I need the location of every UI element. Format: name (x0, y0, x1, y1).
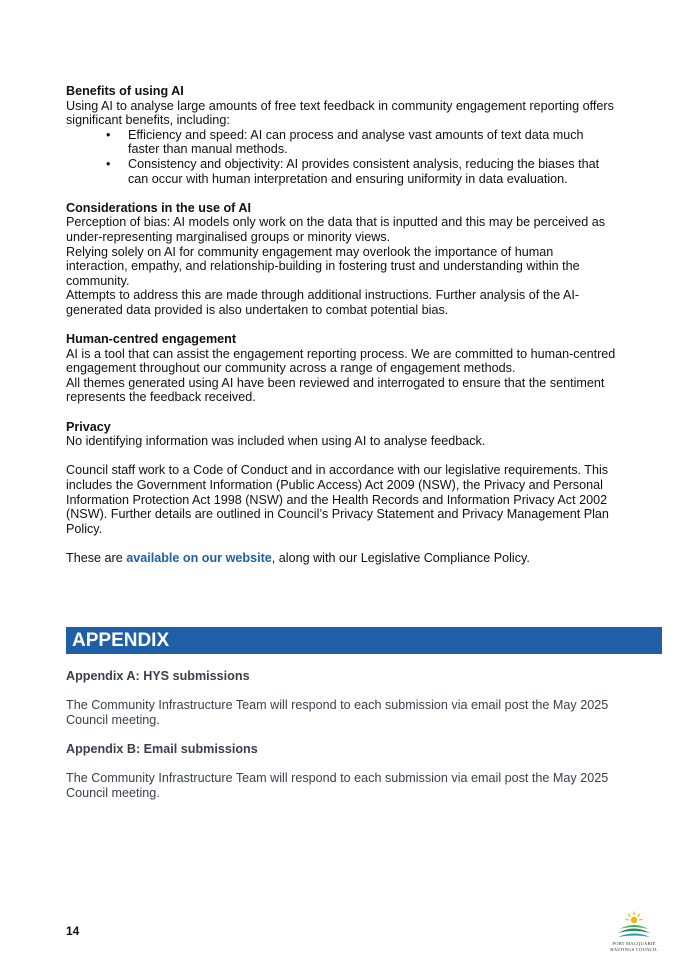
appendix-b-heading: Appendix B: Email submissions (66, 742, 258, 756)
appendix-b-line-1: The Community Infrastructure Team will respond to each submission via email post the May 2025 (66, 771, 609, 785)
logo-text-line-2: HASTINGS COUNCIL (610, 947, 658, 952)
appendix-banner: APPENDIX (66, 627, 662, 654)
considerations-heading: Considerations in the use of AI (66, 200, 251, 215)
human-centred-line: engagement throughout our community across a range of engagement methods. (66, 361, 516, 376)
bullet-glyph: • (106, 127, 111, 142)
considerations-line: interaction, empathy, and relationship-building in fostering trust and understanding within the (66, 259, 580, 274)
benefits-heading: Benefits of using AI (66, 84, 184, 98)
bullet-1-line-2: faster than manual methods. (128, 142, 288, 157)
appendix-b (66, 742, 626, 757)
appendix-a-heading: Appendix A: HYS submissions (66, 669, 250, 683)
privacy-para-line: Information Protection Act 1998 (NSW) and the Health Records and Information Privacy Act 2002 (66, 492, 608, 507)
website-sentence (66, 551, 626, 566)
considerations-line: Perception of bias: AI models only work on the data that is inputted and this may be perceived as (66, 215, 606, 230)
human-centred-line: represents the feedback received. (66, 390, 256, 405)
human-centred-heading: Human-centred engagement (66, 332, 237, 347)
human-centred-line: All themes generated using AI have been reviewed and interrogated to ensure that the sentiment (66, 375, 605, 390)
bullet-glyph: • (106, 156, 111, 171)
considerations-line: community. (66, 273, 130, 288)
privacy-para-line: Policy. (66, 521, 103, 536)
sun-icon (626, 912, 642, 923)
after-link-text: , along with our Legislative Compliance Policy. (271, 551, 530, 565)
these-are-text: These are (66, 551, 127, 565)
considerations-line: generated data provided is also undertaken to combat potential bias. (66, 302, 449, 317)
council-logo-icon (606, 910, 662, 954)
appendix-a-line-1: The Community Infrastructure Team will respond to each submission via email post the May 2025 (66, 698, 609, 712)
main-body (66, 84, 626, 566)
privacy-para-line: includes the Government Information (Public Access) Act 2009 (NSW), the Privacy and Personal (66, 478, 603, 493)
appendix-b-line-2: Council meeting. (66, 785, 160, 800)
page-number: 14 (66, 924, 80, 938)
appendix-a-line-2: Council meeting. (66, 712, 160, 727)
website-link[interactable]: available on our website (126, 551, 272, 565)
bullet-1-line-1: Efficiency and speed: AI can process and analyse vast amounts of text data much (128, 127, 584, 142)
considerations-line: Relying solely on AI for community engagement may overlook the importance of human (66, 244, 554, 259)
privacy-line: No identifying information was included when using AI to analyse feedback. (66, 434, 486, 449)
privacy-para-line: Council staff work to a Code of Conduct and in accordance with our legislative requirements. This (66, 463, 609, 478)
appendix-a (66, 669, 626, 684)
appendix-b-body (66, 771, 626, 800)
bullet-2-line-1: Consistency and objectivity: AI provides consistent analysis, reducing the biases that (128, 156, 600, 171)
human-centred-line: AI is a tool that can assist the engagement reporting process. We are committed to human-centred (66, 346, 616, 361)
considerations-line: under-representing marginalised groups or minority views. (66, 229, 391, 244)
list-item (66, 128, 626, 157)
benefits-intro-line-1: Using AI to analyse large amounts of free text feedback in community engagement reporting offers (66, 98, 614, 113)
benefits-list (66, 128, 626, 186)
considerations-line: Attempts to address this are made through additional instructions. Further analysis of the AI- (66, 288, 580, 303)
privacy-para-line: (NSW). Further details are outlined in Council’s Privacy Statement and Privacy Management Plan (66, 507, 609, 522)
privacy-heading: Privacy (66, 419, 111, 434)
bullet-2-line-2: can occur with human interpretation and ensuring uniformity in data evaluation. (128, 171, 568, 186)
list-item (66, 157, 626, 186)
appendix-a-body (66, 698, 626, 727)
benefits-intro-line-2: significant benefits, including: (66, 113, 230, 128)
logo-text-line-1: PORT MACQUARIE (612, 941, 656, 946)
